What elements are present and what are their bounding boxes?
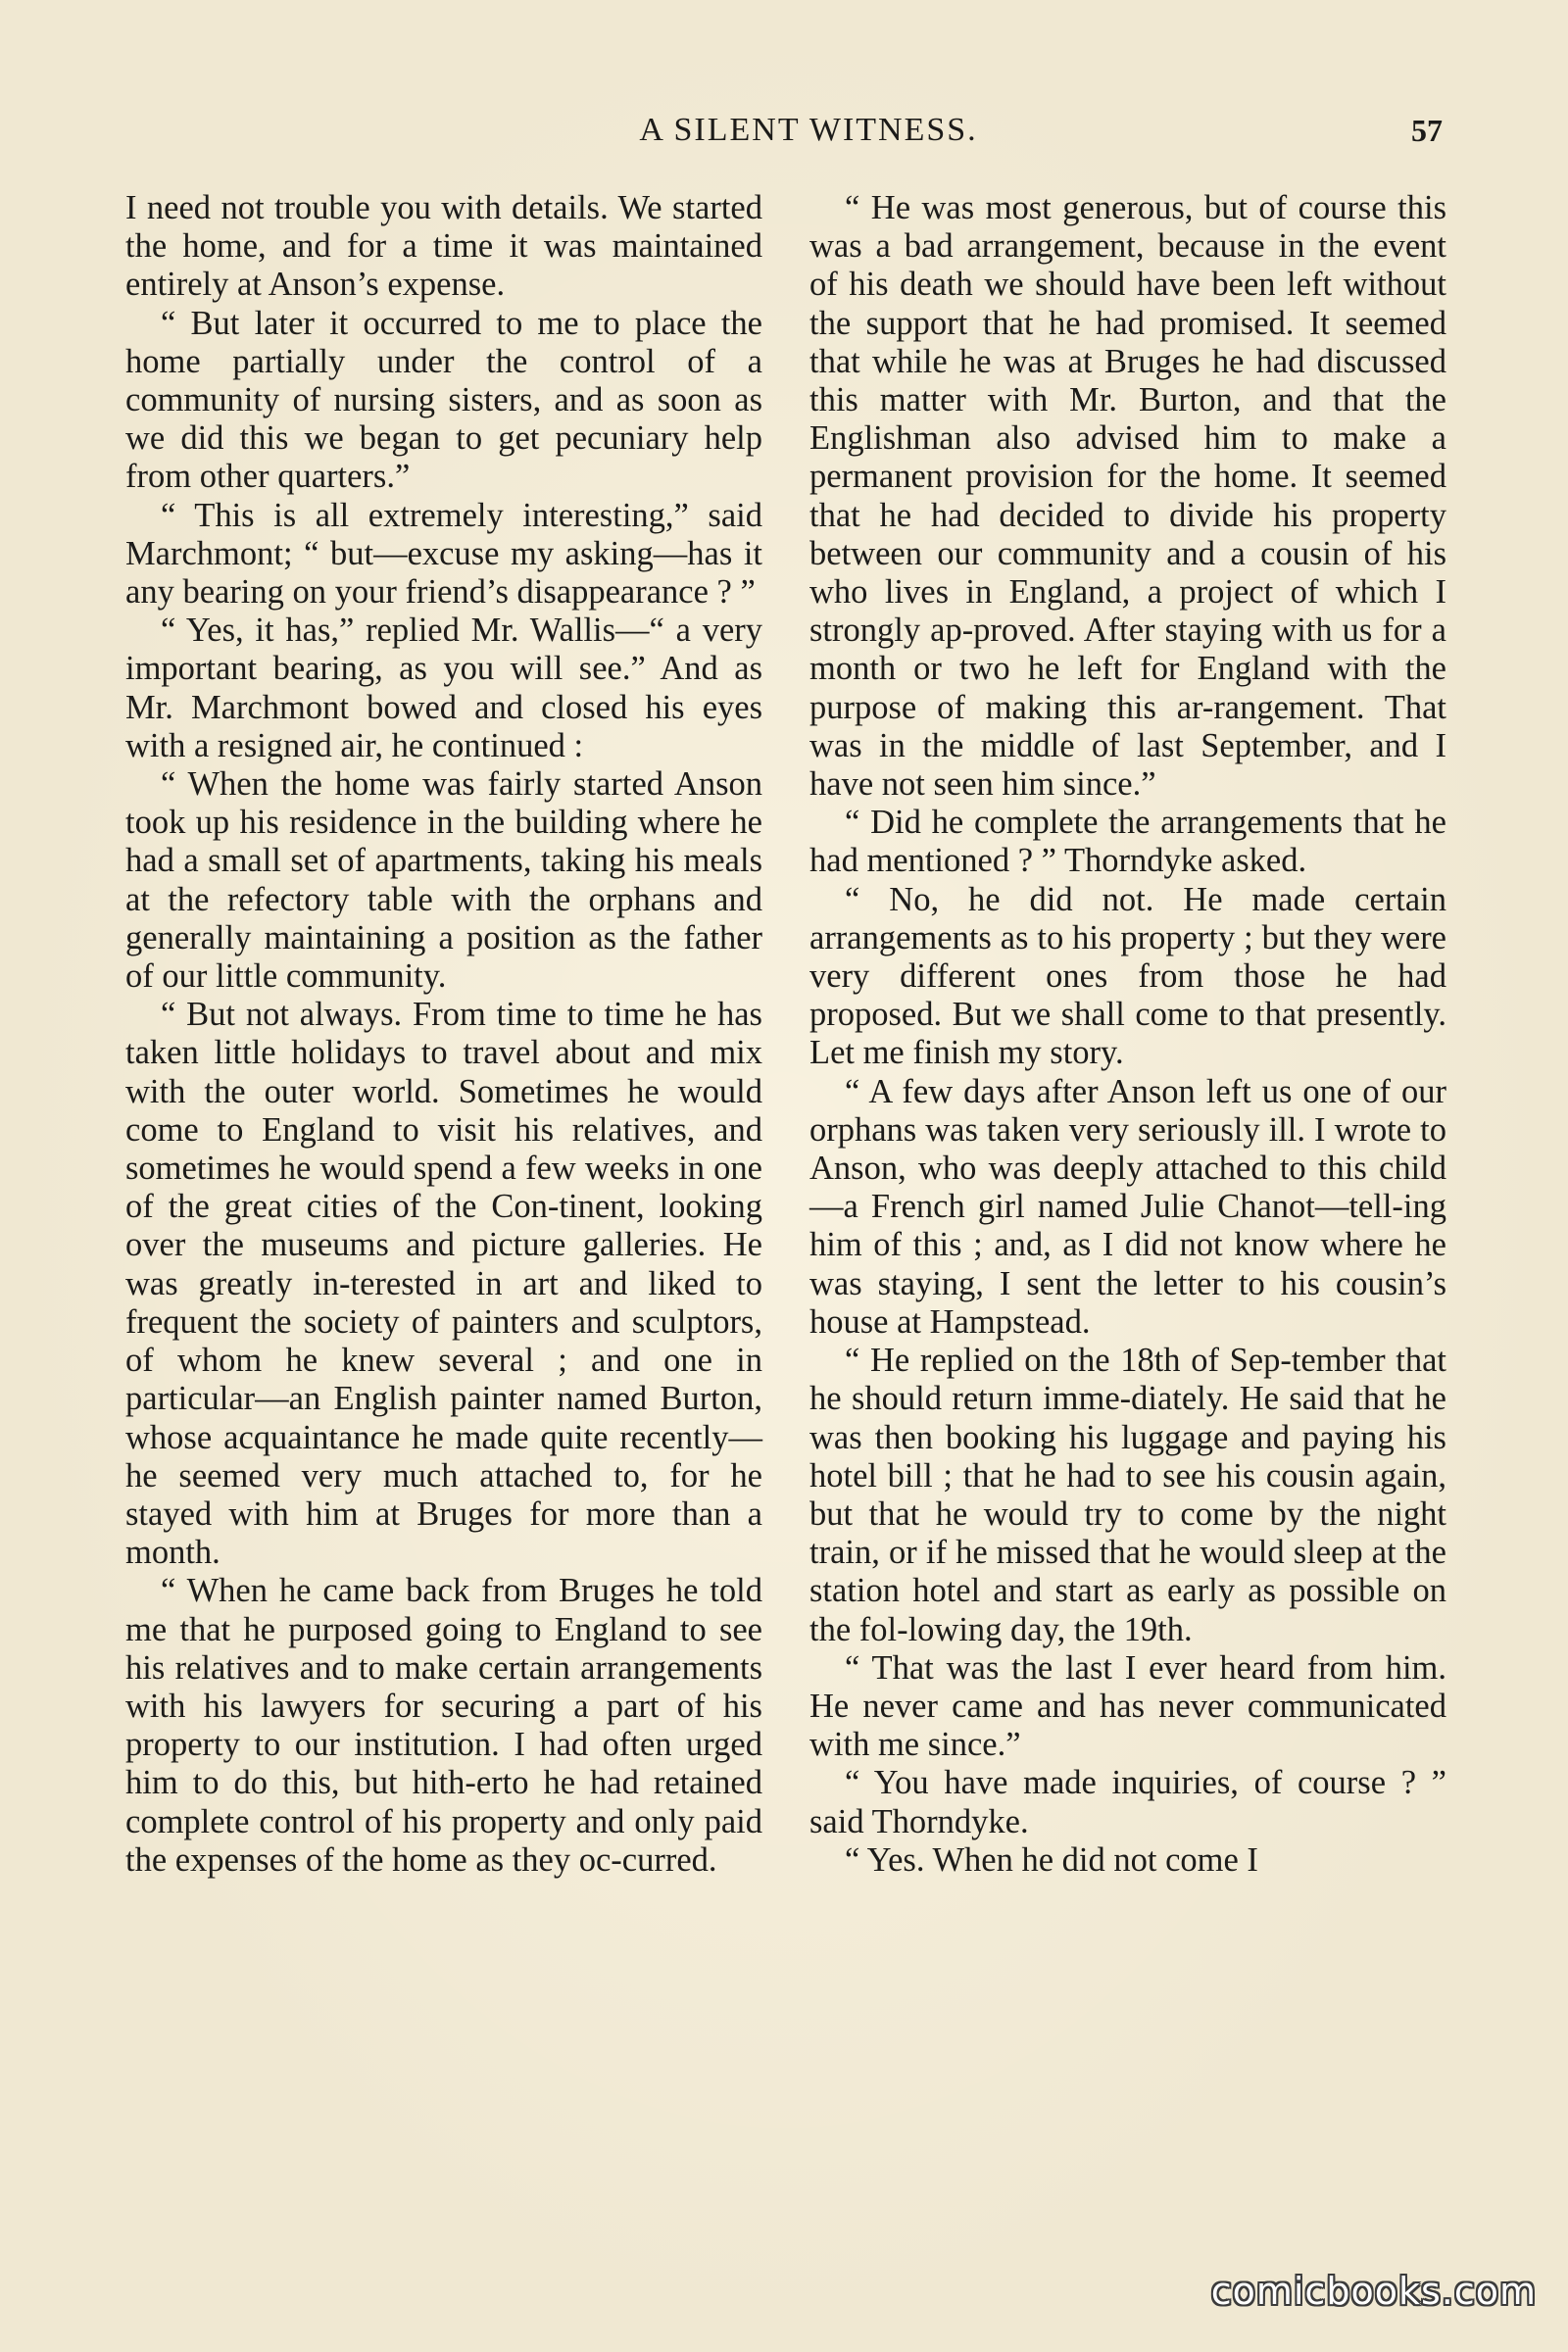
left-column: [125, 189, 762, 1880]
paragraph: “ When the home was fairly started Anson took up his residence in the building where he had a small set of apartments, taking his meals at the refectory table with the orphans and generally maintaining a position as the father of our little community.: [125, 765, 762, 996]
paragraph: “ That was the last I ever heard from him. He never came and has never communicated with me since.”: [809, 1648, 1446, 1764]
paragraph: “ But later it occurred to me to place the home partially under the control of a community of nursing sisters, and as soon as we did this we began to get pecuniary help from other quarters.”: [125, 304, 762, 496]
paragraph: “ Yes. When he did not come I: [845, 1840, 1258, 1879]
paragraph: “ This is all extremely interesting,” said Marchmont; “ but—excuse my asking—has it any bearing on your friend’s disappearance ? ”: [125, 496, 762, 612]
site-watermark: comicbooks.com: [1210, 2270, 1537, 2313]
right-column: [809, 189, 1446, 1880]
page-number: 57: [1411, 113, 1443, 148]
paragraph: “ He replied on the 18th of Sep-tember that he should return imme-diately. He said that he was then booking his luggage and paying his hotel bill ; that he had to see his cousin again, but that he would try to come by the night train, or if he missed that he would sleep at the station hotel and start as early as possible on the fol-lowing day, the 19th.: [809, 1342, 1446, 1648]
paragraph: “ But not always. From time to time he has taken little holidays to travel about and mix with the outer world. Sometimes he would come to England to visit his relatives, and sometimes he would spend a few weeks in one of the great cities of the Con-tinent, looking over the museums and picture galleries. He was greatly in-terested in art and liked to frequent the society of painters and sculptors, of whom he knew several ; and one in particular—an English painter named Burton, whose acquaintance he made quite recently—he seemed very much attached to, for he stayed with him at Bruges for more than a month.: [125, 996, 762, 1572]
paragraph: “ A few days after Anson left us one of our orphans was taken very seriously ill. I wrote to Anson, who was deeply attached to this child—a French girl named Julie Chanot—tell-ing him of this ; and, as I did not know where he was staying, I sent the letter to his cousin’s house at Hampstead.: [809, 1072, 1446, 1341]
running-head: [129, 106, 1448, 155]
paragraph: “ No, he did not. He made certain arrangements as to his property ; but they were very different ones from those he had proposed. But we shall come to that presently. Let me finish my story.: [809, 880, 1446, 1072]
paragraph: “ Yes, it has,” replied Mr. Wallis—“ a very important bearing, as you will see.” And as Mr. Marchmont bowed and closed his eyes with a resigned air, he continued :: [125, 612, 762, 764]
paragraph: “ He was most generous, but of course this was a bad arrangement, because in the event of his death we should have been left without the support that he had promised. It seemed that while he was at Bruges he had discussed this matter with Mr. Burton, and that the Englishman also advised him to make a permanent provision for the home. It seemed that he had decided to divide his property between our community and a cousin of his who lives in England, a project of which I strongly ap-proved. After staying with us for a month or two he left for England with the purpose of making this ar-rangement. That was in the middle of last September, and I have not seen him since.”: [809, 189, 1446, 804]
running-title: A SILENT WITNESS.: [639, 112, 978, 148]
paragraph: I need not trouble you with details. We started the home, and for a time it was maintained entirely at Anson’s expense.: [125, 189, 762, 304]
paragraph: “ Did he complete the arrangements that he had mentioned ? ” Thorndyke asked.: [809, 804, 1446, 880]
paragraph: “ You have made inquiries, of course ? ” said Thorndyke.: [809, 1764, 1446, 1840]
paragraph: “ When he came back from Bruges he told me that he purposed going to England to see his relatives and to make certain arrangements with his lawyers for securing a part of his property to our institution. I had often urged him to do this, but hith-erto he had retained complete control of his property and only paid the expenses of the home as they oc-curred.: [125, 1572, 762, 1879]
